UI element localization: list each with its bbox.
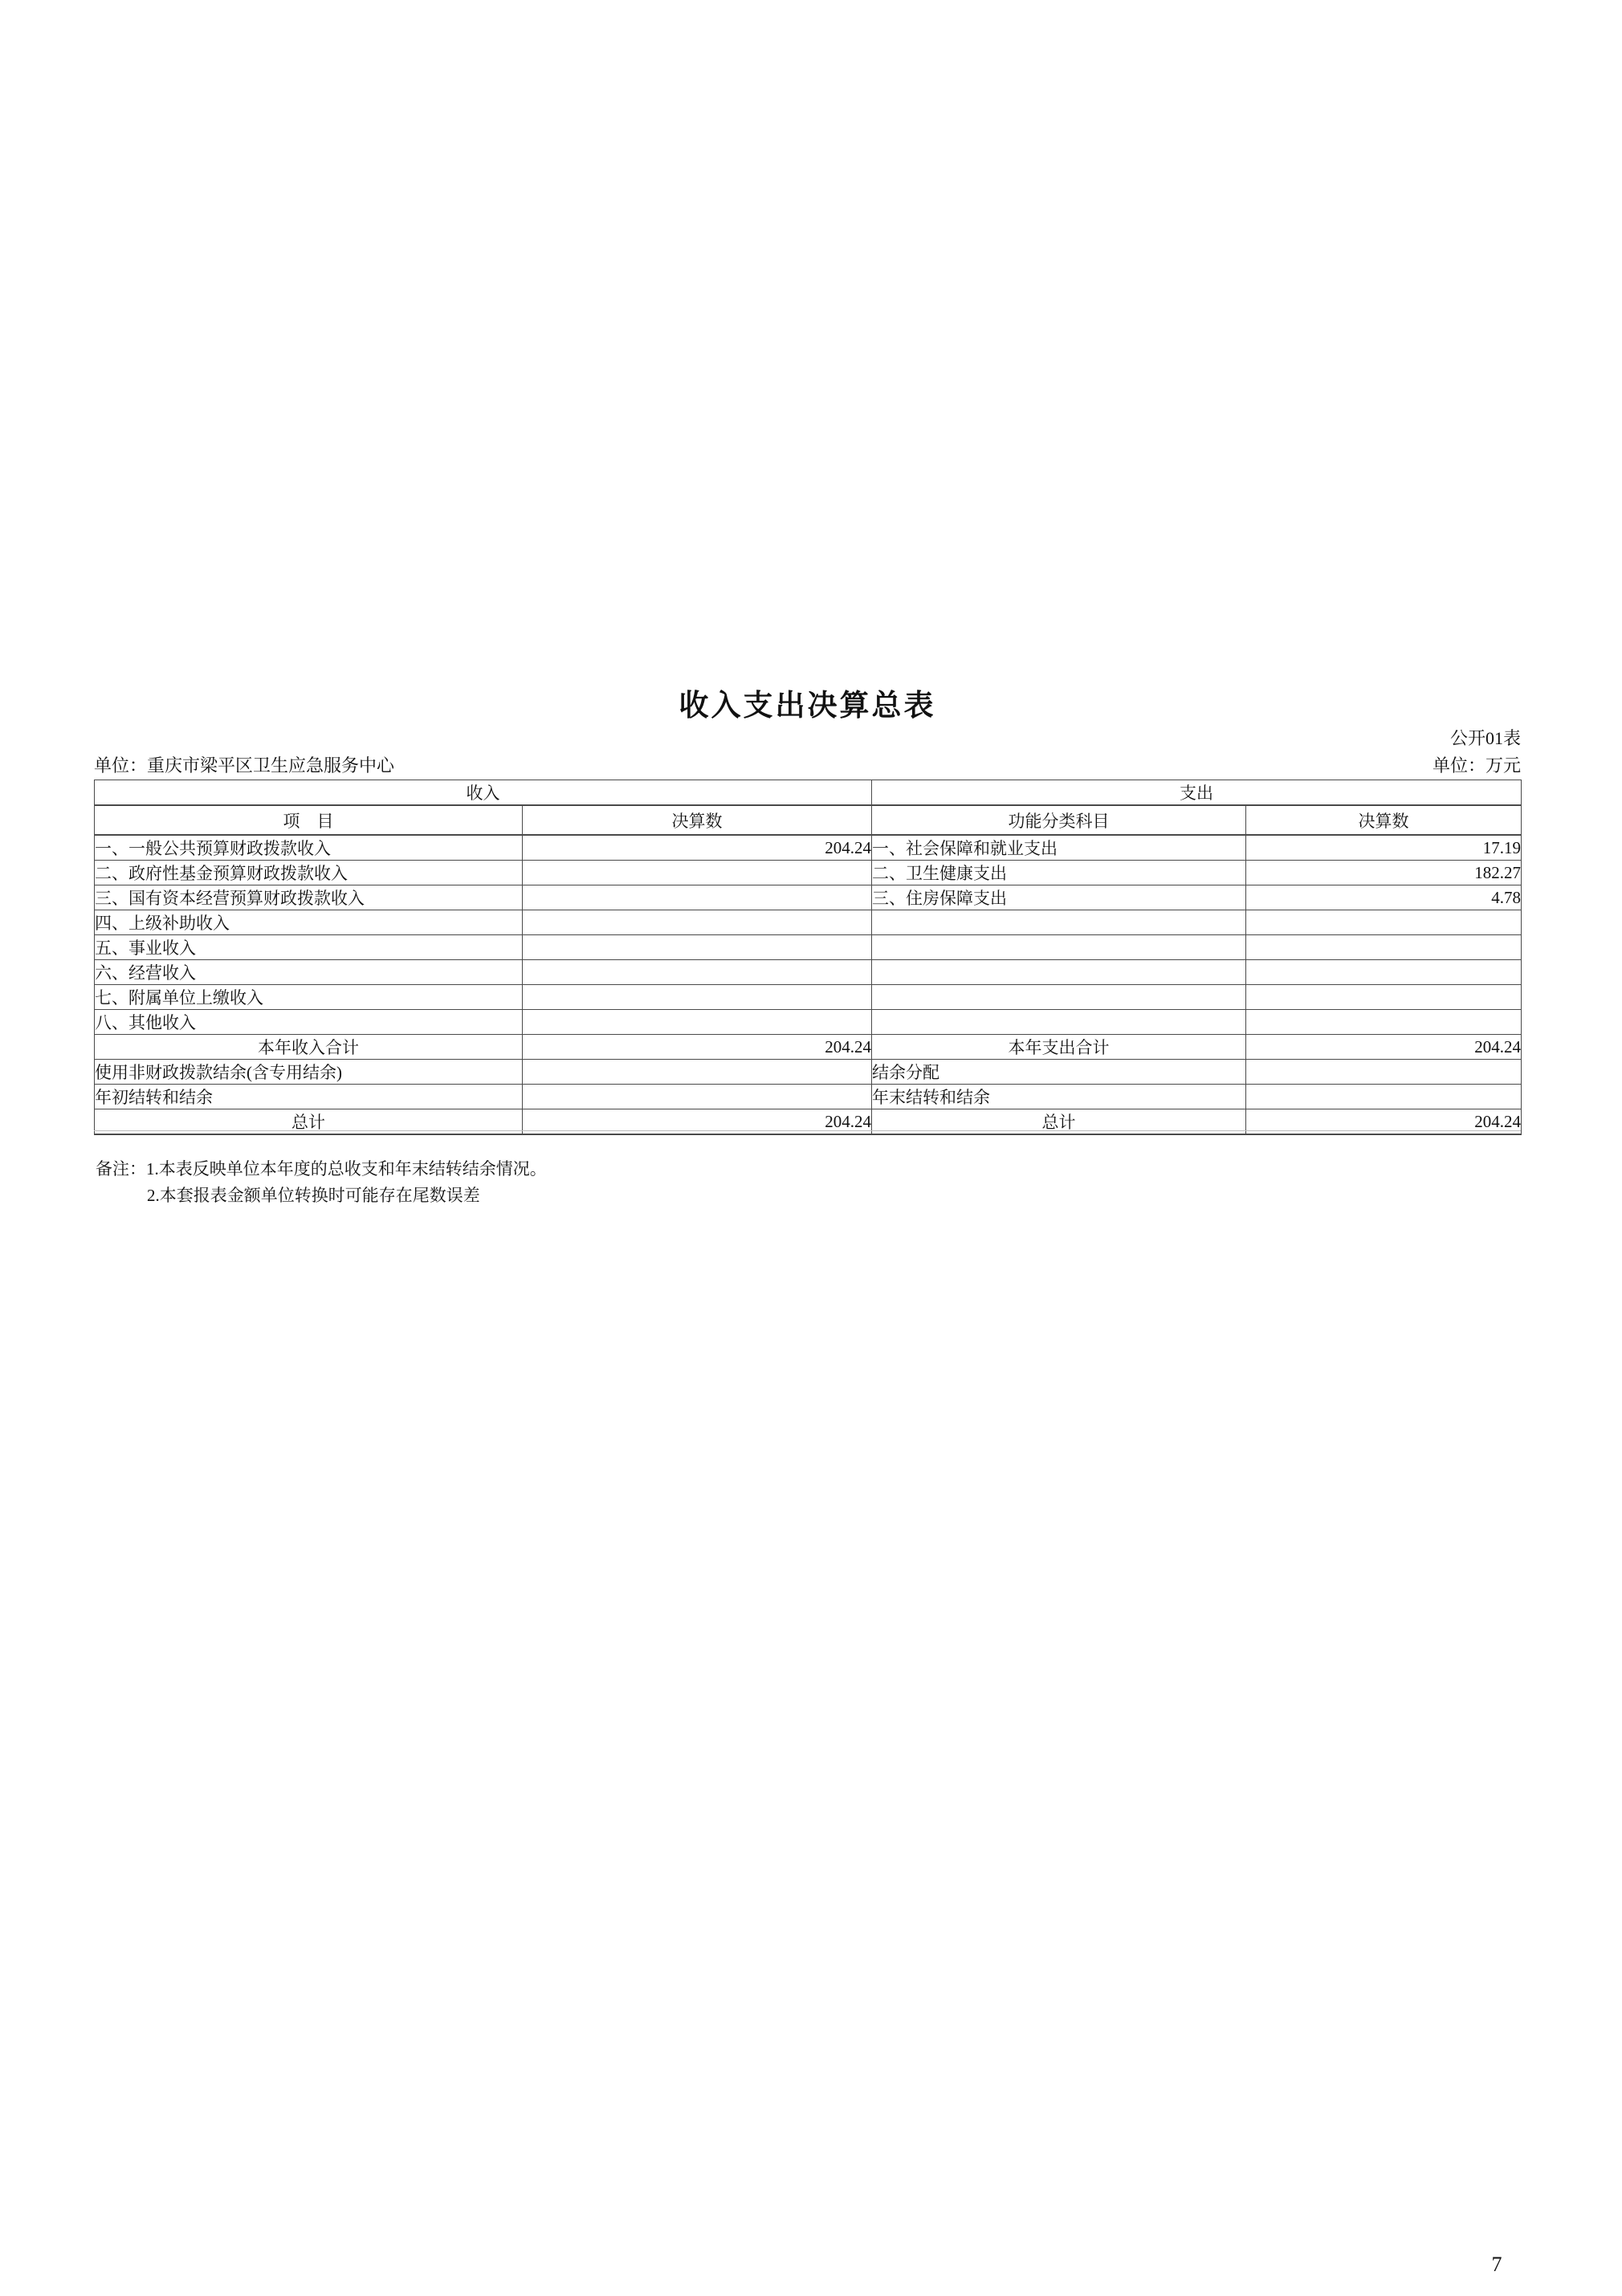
income-amount-cell [523,910,872,935]
income-item-cell: 二、政府性基金预算财政拨款收入 [95,861,523,885]
table-row [95,1010,1522,1035]
table-head [95,780,1522,836]
income-amount-cell: 204.24 [523,835,872,861]
column-header-item: 项 目 [95,805,523,835]
income-item-cell: 八、其他收入 [95,1010,523,1035]
expense-amount-cell [1246,910,1522,935]
expense-item-cell: 三、住房保障支出 [872,885,1246,910]
table-row [95,1060,1522,1085]
column-header-income-amount: 决算数 [523,805,872,835]
column-header-row [95,805,1522,835]
expense-item-cell: 结余分配 [872,1060,1246,1085]
income-item-cell: 本年收入合计 [95,1035,523,1060]
income-amount-cell [523,960,872,985]
income-group-header: 收入 [95,780,872,806]
income-amount-cell [523,885,872,910]
table-body [95,835,1522,1134]
expense-amount-cell [1246,985,1522,1010]
expense-amount-cell: 204.24 [1246,1109,1522,1135]
expense-item-cell: 二、卫生健康支出 [872,861,1246,885]
expense-item-cell: 本年支出合计 [872,1035,1246,1060]
expense-item-cell [872,985,1246,1010]
page-number: 7 [1491,2253,1502,2276]
unit-name-label: 单位：重庆市梁平区卫生应急服务中心 [94,755,395,776]
income-item-cell: 年初结转和结余 [95,1085,523,1109]
expense-amount-cell [1246,1085,1522,1109]
income-item-cell: 六、经营收入 [95,960,523,985]
table-row [95,960,1522,985]
column-header-expense-amount: 决算数 [1246,805,1522,835]
income-amount-cell [523,935,872,960]
table-row [95,1035,1522,1060]
expense-amount-cell [1246,935,1522,960]
expense-amount-cell [1246,1010,1522,1035]
expense-amount-cell: 204.24 [1246,1035,1522,1060]
income-item-cell: 总计 [95,1109,523,1135]
income-amount-cell: 204.24 [523,1035,872,1060]
expense-amount-cell: 182.27 [1246,861,1522,885]
note-line-2: 2.本套报表金额单位转换时可能存在尾数误差 [147,1186,480,1205]
income-item-cell: 一、一般公共预算财政拨款收入 [95,835,523,861]
income-item-cell: 五、事业收入 [95,935,523,960]
table-row [95,935,1522,960]
expense-amount-cell: 4.78 [1246,885,1522,910]
expense-item-cell: 年末结转和结余 [872,1085,1246,1109]
table-bottom-rule [94,1130,1521,1131]
group-header-row [95,780,1522,806]
income-amount-cell [523,861,872,885]
table-row [95,1085,1522,1109]
final-accounts-table [94,780,1522,1135]
income-item-cell: 七、附属单位上缴收入 [95,985,523,1010]
column-header-function-category: 功能分类科目 [872,805,1246,835]
expense-group-header: 支出 [872,780,1522,806]
income-item-cell: 使用非财政拨款结余(含专用结余) [95,1060,523,1085]
table-row [95,861,1522,885]
table-code-label: 公开01表 [1449,728,1521,748]
income-amount-cell [523,1010,872,1035]
expense-item-cell [872,935,1246,960]
expense-item-cell [872,910,1246,935]
income-item-cell: 四、上级补助收入 [95,910,523,935]
expense-item-cell [872,1010,1246,1035]
table-row [95,835,1522,861]
income-amount-cell: 204.24 [523,1109,872,1135]
currency-unit-label: 单位：万元 [1432,755,1521,776]
page-title: 收入支出决算总表 [679,690,936,723]
note-line-1: 备注：1.本表反映单位本年度的总收支和年末结转结余情况。 [96,1159,547,1179]
expense-item-cell: 一、社会保障和就业支出 [872,835,1246,861]
income-item-cell: 三、国有资本经营预算财政拨款收入 [95,885,523,910]
unit-info-row [94,752,1521,777]
expense-amount-cell: 17.19 [1246,835,1522,861]
income-amount-cell [523,1085,872,1109]
expense-item-cell: 总计 [872,1109,1246,1135]
notes-block [96,1156,547,1209]
table-row [95,885,1522,910]
table-row [95,985,1522,1010]
income-amount-cell [523,985,872,1010]
expense-amount-cell [1246,960,1522,985]
income-amount-cell [523,1060,872,1085]
expense-amount-cell [1246,1060,1522,1085]
expense-item-cell [872,960,1246,985]
table-row [95,910,1522,935]
